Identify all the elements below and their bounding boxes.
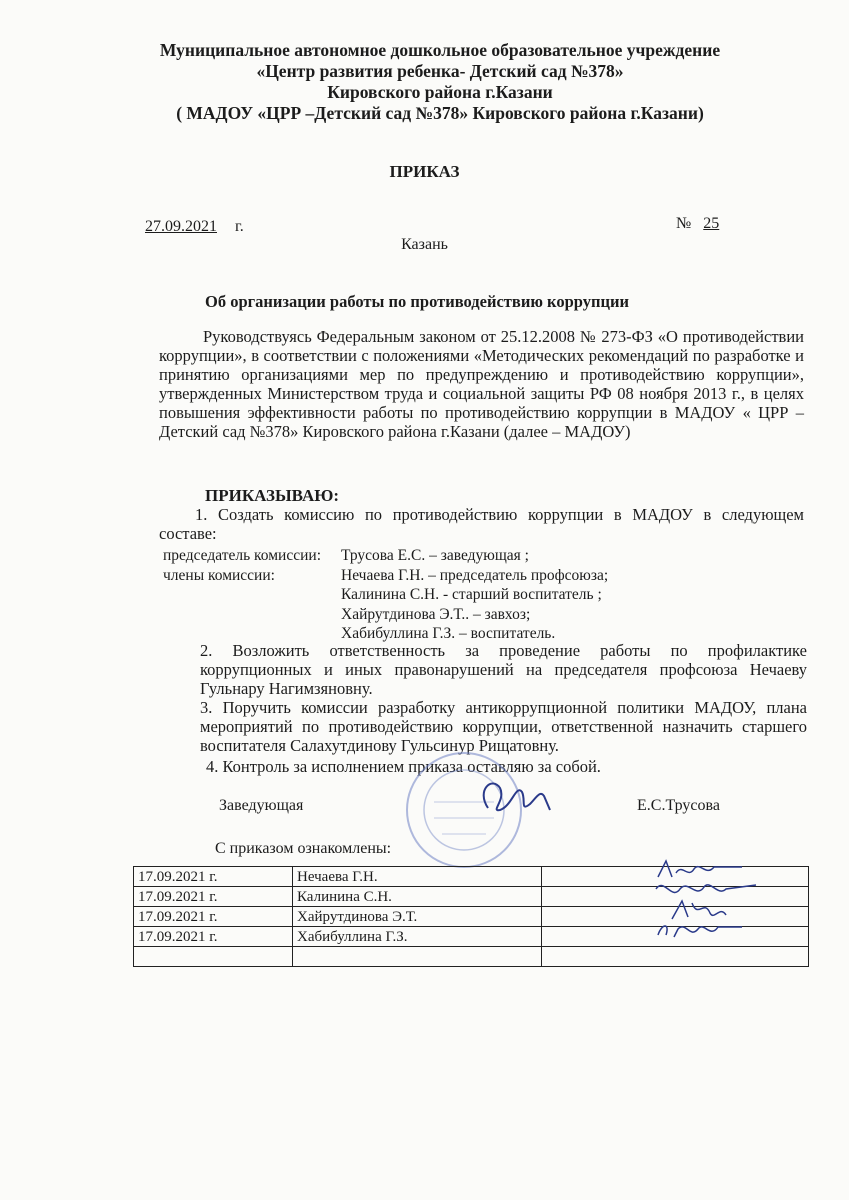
- order-date-suffix: г.: [235, 218, 244, 235]
- signatory-name: Е.С.Трусова: [637, 797, 720, 814]
- organization-header: [120, 40, 760, 124]
- preamble-paragraph: Руководствуясь Федеральным законом от 25.12.2008 № 273-ФЗ «О противодействии коррупции», в соответствии с положениями «Методических рекомендаций по разработке и принятию организациями мер по предупреждению и противодействию коррупции», утвержденных Министерством труда и социальной защиты РФ 08 ноября 2013 г., в целях повышения эффективности работы по противодействию коррупции в МАДОУ « ЦРР –Детский сад №378» Кировского района г.Казани (далее – МАДОУ): [159, 327, 804, 441]
- order-item-3: 3. Поручить комиссии разработку антикоррупционной политики МАДОУ, плана мероприятий по противодействию коррупции, ответственной назначить старшего воспитателя Салахутдинову Гульсинур Рищатовну.: [200, 698, 807, 755]
- acknowledgement-label: С приказом ознакомлены:: [215, 840, 392, 857]
- order-item-4: 4. Контроль за исполнением приказа оставляю за собой.: [206, 757, 601, 776]
- committee-chair-row: [163, 546, 608, 566]
- city: Казань: [401, 236, 448, 253]
- ack-name: Хабибуллина Г.З.: [293, 927, 542, 947]
- ack-date: 17.09.2021 г.: [134, 927, 293, 947]
- header-line-3: Кировского района г.Казани: [327, 82, 553, 102]
- committee-member: Нечаева Г.Н. – председатель профсоюза;: [341, 566, 609, 584]
- order-date: [133, 218, 244, 236]
- header-line-1: Муниципальное автономное дошкольное образовательное учреждение: [159, 40, 721, 60]
- ack-name: Хайрутдинова Э.Т.: [293, 907, 542, 927]
- order-word: ПРИКАЗЫВАЮ:: [205, 486, 340, 505]
- committee-member: Хайрутдинова Э.Т.. – завхоз;: [341, 605, 531, 623]
- table-row: [134, 927, 809, 947]
- ack-signature-cell: [542, 927, 809, 947]
- order-number-label: №: [676, 215, 692, 232]
- committee-member-row: [163, 585, 608, 605]
- order-item-1: 1. Создать комиссию по противодействию коррупции в МАДОУ в следующем составе:: [159, 505, 804, 543]
- committee-member: Хабибуллина Г.З. – воспитатель.: [341, 625, 556, 642]
- order-item-2: 2. Возложить ответственность за проведение работы по профилактике коррупционных и иных правонарушений на председателя профсоюза Нечаеву Гульнару Нагимзяновну.: [200, 641, 807, 698]
- header-line-4: ( МАДОУ «ЦРР –Детский сад №378» Кировского района г.Казани): [176, 103, 704, 123]
- signature-mark-icon: [652, 915, 762, 945]
- order-date-value: 27.09.2021: [145, 218, 217, 235]
- ack-date: 17.09.2021 г.: [134, 887, 293, 907]
- ack-name: Нечаева Г.Н.: [293, 867, 542, 887]
- ack-date: [134, 947, 293, 967]
- order-subject: Об организации работы по противодействию коррупции: [205, 292, 630, 311]
- committee-member-row: [163, 566, 608, 586]
- header-line-2: «Центр развития ребенка- Детский сад №378»: [256, 61, 624, 81]
- ack-date: 17.09.2021 г.: [134, 867, 293, 887]
- committee-members-role: члены комиссии:: [163, 566, 275, 584]
- order-number: [676, 215, 725, 233]
- ack-date: 17.09.2021 г.: [134, 907, 293, 927]
- acknowledgement-table: [133, 866, 809, 967]
- committee-member: Калинина С.Н. - старший воспитатель ;: [341, 586, 602, 603]
- committee-member-row: [163, 605, 608, 625]
- committee-list: [163, 546, 608, 644]
- document-title: ПРИКАЗ: [389, 162, 460, 181]
- committee-chair-role: председатель комиссии:: [163, 547, 322, 564]
- committee-chair: Трусова Е.С. – заведующая ;: [341, 547, 529, 564]
- director-signature-icon: [470, 770, 560, 830]
- order-number-value: 25: [703, 215, 720, 232]
- table-row: [134, 947, 809, 967]
- ack-signature-cell: [542, 947, 809, 967]
- ack-name: Калинина С.Н.: [293, 887, 542, 907]
- ack-name: [293, 947, 542, 967]
- signatory-role: Заведующая: [219, 797, 304, 814]
